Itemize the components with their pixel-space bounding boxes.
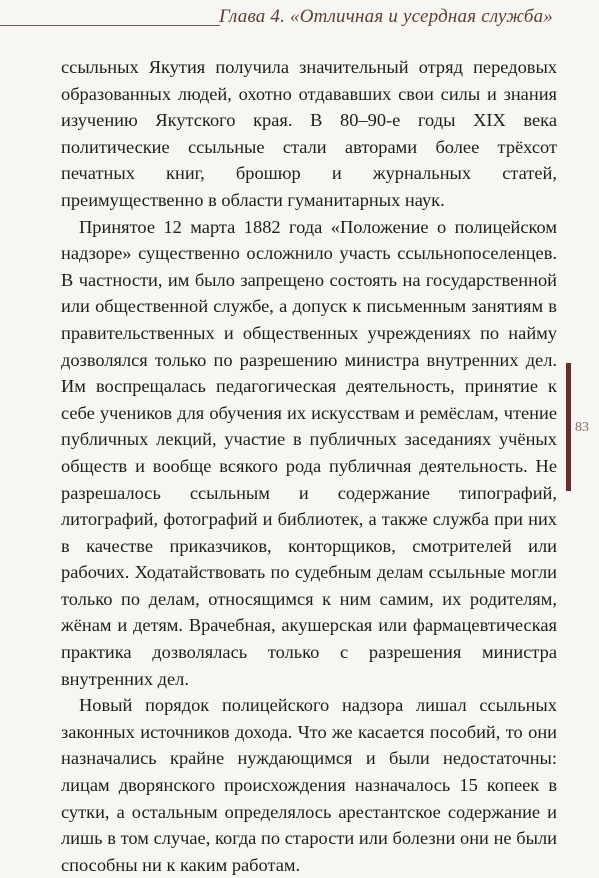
paragraph-income: Новый порядок полицейского надзора лишал ссыльных законных источников дохода. Что же касается пособий, то они назначались крайне нуждающимся и были недостаточны: лицам дворянского происхождения назначалось 15 копеек в сутки, а остальным определялось арестантское содержание и лишь в том случае, когда по старости или болезни они не были способны ни к каким работам. (61, 695, 557, 875)
page-number: 83 (575, 420, 589, 435)
paragraph-police-supervision: Принятое 12 марта 1882 года «Положение о полицейском надзоре» существенно осложнило участь ссыльнопоселенцев. В частности, им было запрещено состоять на государственной или общественной службе, а допуск к письменным занятиям в правительственных и общественных учреждениях по найму дозволялся только по разрешению министра внутренних дел. Им воспрещалась педагогическая деятельность, принятие к себе учеников для обучения их искусствам и ремёслам, чтение публичных лекций, участие в публичных заседаниях учёных обществ и вообще всякого рода публичная деятельность. Не разрешалось ссыльным и содержание типографий, литографий, фотографий и библиотек, а также служба при них в качестве приказчиков, конторщиков, смотрителей или рабочих. Ходатайствовать по судебным делам ссыльные могли только по делам, относящимся к ним самим, их родителям, жёнам и детям. Врачебная, акушерская или фармацевтическая практика дозволялась только с разрешения министра внутренних дел. (61, 216, 557, 689)
page-body (61, 54, 557, 878)
paragraph-continued: ссыльных Якутия получила значительный отряд передовых образованных людей, охотно отдававших свои силы и знания изучению Якутского края. В 80–90-е годы XIX века политические ссыльные стали авторами более трёхсот печатных книг, брошюр и журнальных статей, преимущественно в области гуманитарных наук. (61, 57, 557, 210)
running-header (0, 0, 599, 40)
margin-bar (566, 363, 571, 491)
header-rule (0, 25, 220, 26)
chapter-title: Глава 4. «Отличная и усердная служба» (219, 6, 553, 27)
